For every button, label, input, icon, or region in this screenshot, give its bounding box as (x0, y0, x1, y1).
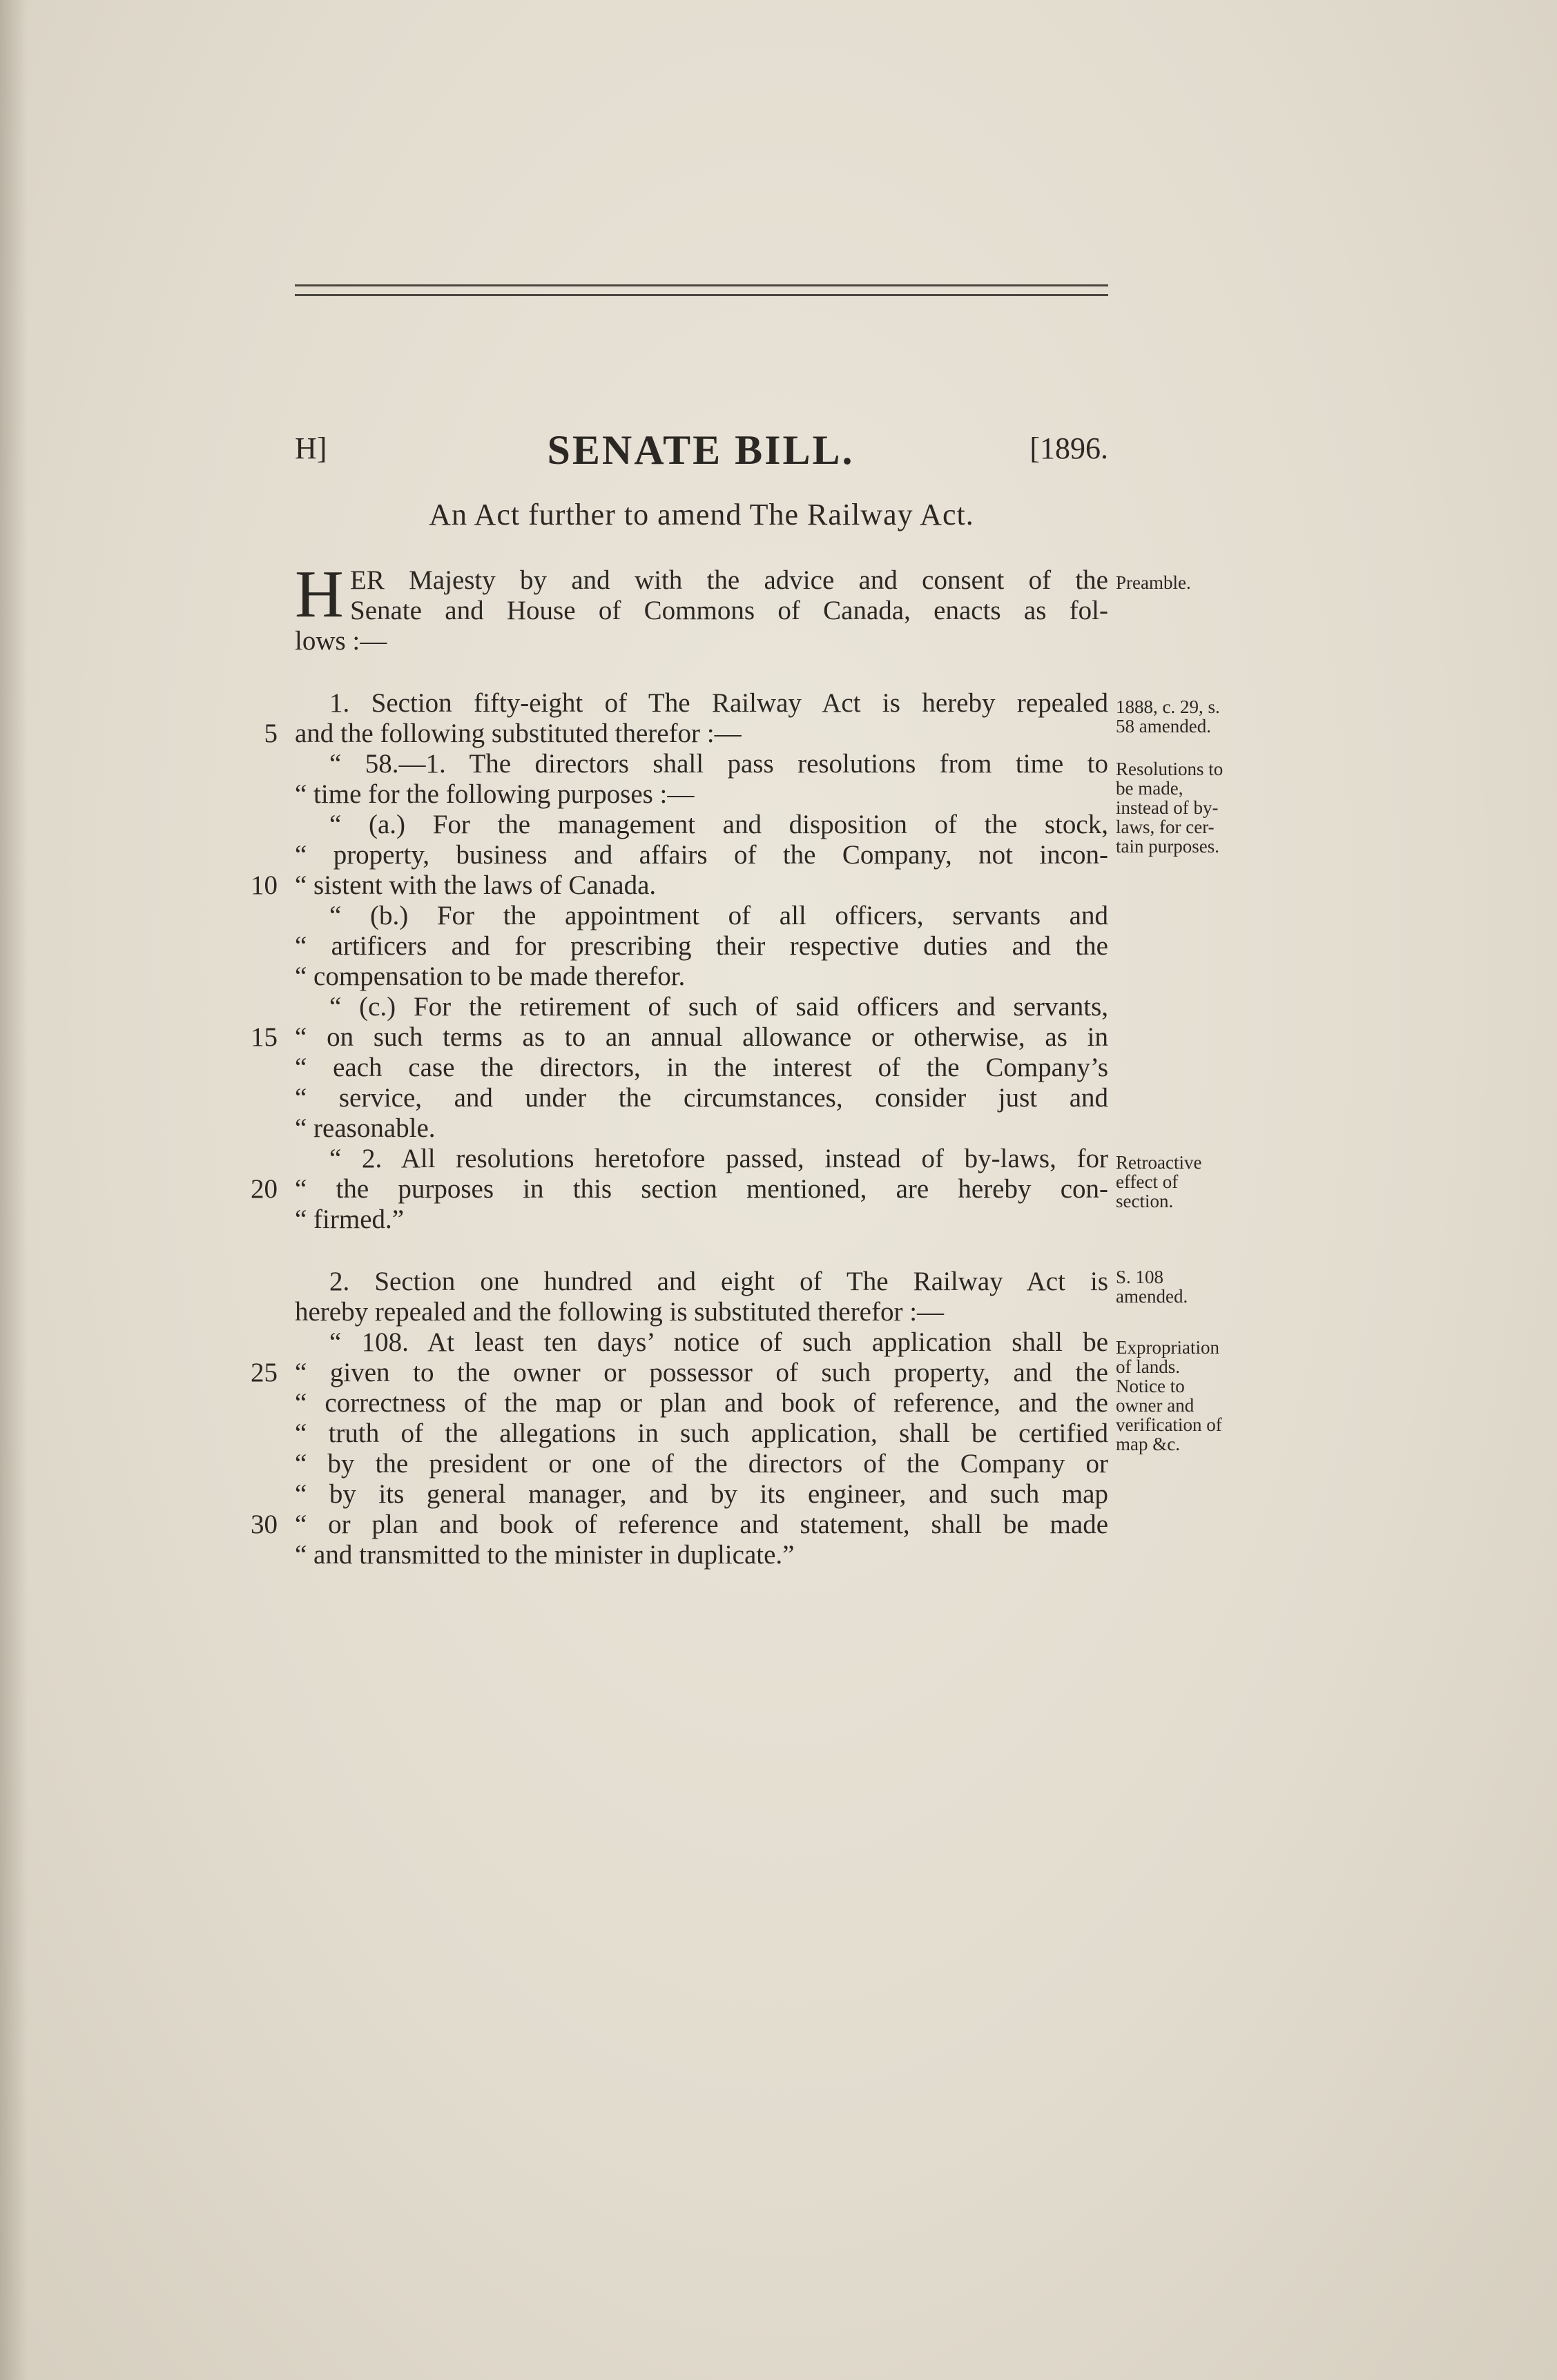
section-2-line: hereby repealed and the following is substituted therefor :— (295, 1297, 945, 1327)
section-2-line: “ by the president or one of the directors of the Company or (295, 1449, 1108, 1479)
margin-note-retroactive: section. (1116, 1191, 1174, 1211)
margin-note-s108: amended. (1116, 1286, 1188, 1307)
margin-note-resolutions: instead of by- (1116, 797, 1219, 818)
section-1-line: “ 2. All resolutions heretofore passed, instead of by-laws, for (329, 1144, 1108, 1173)
line-number: 5 (264, 719, 278, 748)
top-rule (295, 284, 1108, 286)
section-1-line: “ on such terms as to an annual allowance or otherwise, as in (295, 1022, 1108, 1052)
section-1-line: “ firmed.” (295, 1204, 405, 1234)
line-number: 25 (251, 1358, 278, 1387)
section-2-line: “ correctness of the map or plan and book of reference, and the (295, 1388, 1108, 1418)
margin-note-expropriation: of lands. (1116, 1356, 1180, 1377)
margin-note-preamble: Preamble. (1116, 572, 1191, 593)
drop-cap: H (295, 557, 344, 632)
section-1-line: “ time for the following purposes :— (295, 779, 695, 809)
margin-note-expropriation: map &c. (1116, 1434, 1180, 1454)
section-1-line: “ artificers and for prescribing their respective duties and the (295, 931, 1108, 961)
margin-note-s58: 58 amended. (1116, 716, 1211, 737)
section-2-line: “ 108. At least ten days’ notice of such application shall be (329, 1327, 1108, 1357)
section-1-line: “ reasonable. (295, 1113, 436, 1143)
section-1-line: “ (c.) For the retirement of such of said officers and servants, (329, 992, 1108, 1022)
section-2-line: “ and transmitted to the minister in duplicate.” (295, 1540, 795, 1570)
preamble-line: Senate and House of Commons of Canada, enacts as fol- (350, 596, 1108, 625)
line-number: 30 (251, 1510, 278, 1539)
margin-note-expropriation: owner and (1116, 1395, 1195, 1416)
section-2-line: 2. Section one hundred and eight of The Railway Act is (329, 1267, 1108, 1296)
margin-note-s58: 1888, c. 29, s. (1116, 696, 1220, 717)
margin-note-expropriation: Notice to (1116, 1376, 1185, 1396)
section-1-line: “ each case the directors, in the interest of the Company’s (295, 1053, 1108, 1082)
section-1-line: “ 58.—1. The directors shall pass resolutions from time to (329, 749, 1108, 779)
preamble-line: lows :— (295, 626, 387, 656)
margin-note-retroactive: effect of (1116, 1171, 1179, 1192)
section-1-line: “ sistent with the laws of Canada. (295, 870, 657, 900)
section-2-line: “ truth of the allegations in such application, shall be certified (295, 1418, 1108, 1448)
margin-note-resolutions: laws, for cer- (1116, 817, 1215, 837)
section-1-line: “ (b.) For the appointment of all officers, servants and (329, 901, 1108, 930)
section-2-line: “ by its general manager, and by its engineer, and such map (295, 1479, 1108, 1509)
margin-note-expropriation: Expropriation (1116, 1337, 1219, 1358)
section-2-line: “ or plan and book of reference and statement, shall be made (295, 1510, 1108, 1539)
margin-note-s108: S. 108 (1116, 1267, 1164, 1287)
margin-note-expropriation: verification of (1116, 1414, 1222, 1435)
preamble-line: ER Majesty by and with the advice and consent of the (350, 565, 1108, 595)
section-1-line: “ service, and under the circumstances, consider just and (295, 1083, 1108, 1113)
section-1-line: “ the purposes in this section mentioned, are hereby con- (295, 1174, 1108, 1204)
section-1-line: and the following substituted therefor :— (295, 719, 742, 748)
section-2-line: “ given to the owner or possessor of such property, and the (295, 1358, 1108, 1387)
section-1-line: “ compensation to be made therefor. (295, 962, 686, 991)
line-number: 15 (251, 1022, 278, 1052)
line-number: 10 (251, 870, 278, 900)
top-rule-second (295, 294, 1108, 296)
header-letter: H] (295, 431, 327, 465)
line-number: 20 (251, 1174, 278, 1204)
act-title: An Act further to amend The Railway Act. (429, 498, 974, 531)
bill-year: [1896. (1029, 431, 1108, 465)
section-1-line: “ property, business and affairs of the Company, not incon- (295, 840, 1108, 870)
section-1-line: “ (a.) For the management and disposition of the stock, (329, 810, 1108, 839)
margin-note-resolutions: Resolutions to (1116, 759, 1224, 779)
page-edge-shadow (0, 0, 28, 2380)
margin-note-resolutions: be made, (1116, 778, 1183, 799)
bill-title: SENATE BILL. (547, 427, 855, 473)
section-1-line: 1. Section fifty-eight of The Railway Act is hereby repealed (329, 688, 1108, 718)
margin-note-retroactive: Retroactive (1116, 1152, 1202, 1173)
margin-note-resolutions: tain purposes. (1116, 836, 1219, 857)
bill-header (295, 427, 1108, 475)
